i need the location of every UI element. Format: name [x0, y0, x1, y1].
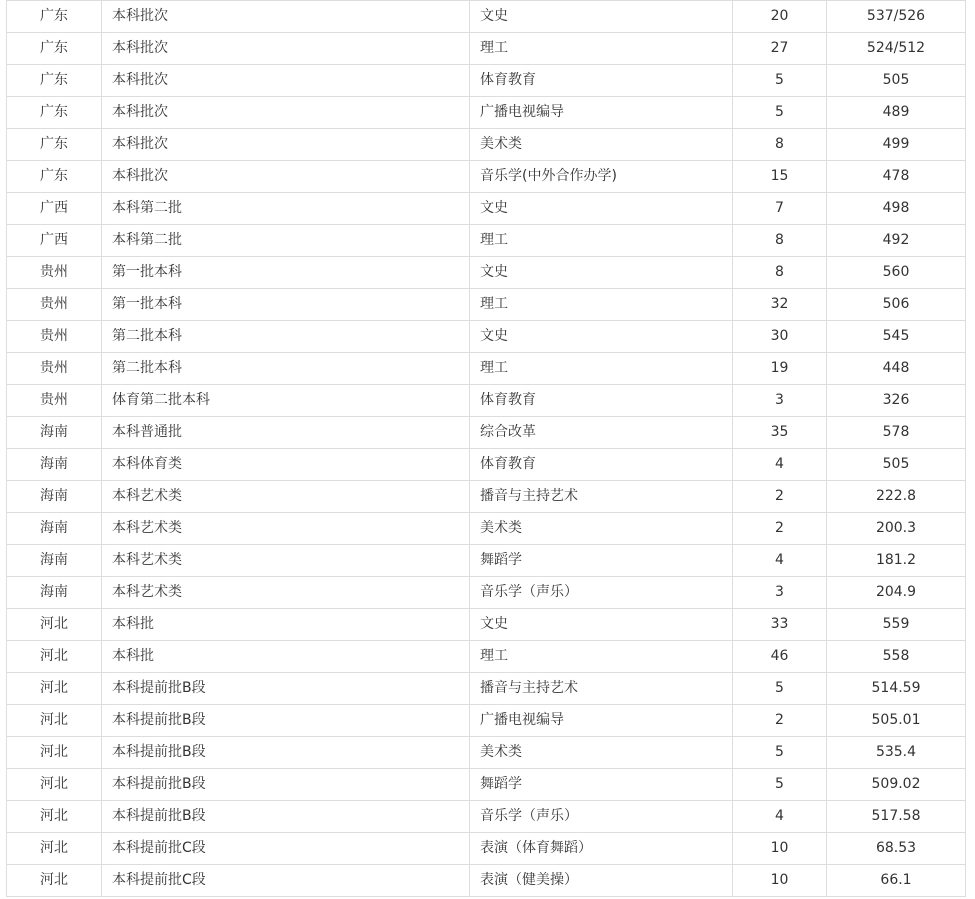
province-cell: 河北 — [7, 769, 102, 801]
major-cell: 音乐学(中外合作办学) — [470, 161, 733, 193]
province-cell: 贵州 — [7, 385, 102, 417]
major-cell: 美术类 — [470, 737, 733, 769]
score-cell: 478 — [827, 161, 966, 193]
province-cell: 海南 — [7, 577, 102, 609]
province-cell: 河北 — [7, 609, 102, 641]
province-cell: 河北 — [7, 673, 102, 705]
score-cell: 505.01 — [827, 705, 966, 737]
score-cell: 545 — [827, 321, 966, 353]
enrollment-count-cell: 5 — [733, 65, 827, 97]
batch-cell: 本科批 — [102, 609, 470, 641]
enrollment-count-cell: 5 — [733, 769, 827, 801]
enrollment-count-cell: 4 — [733, 449, 827, 481]
score-cell: 509.02 — [827, 769, 966, 801]
province-cell: 贵州 — [7, 353, 102, 385]
enrollment-count-cell: 3 — [733, 577, 827, 609]
table-row — [7, 417, 966, 449]
enrollment-count-cell: 20 — [733, 1, 827, 33]
enrollment-count-cell: 8 — [733, 257, 827, 289]
batch-cell: 本科艺术类 — [102, 577, 470, 609]
batch-cell: 本科批次 — [102, 129, 470, 161]
batch-cell: 体育第二批本科 — [102, 385, 470, 417]
province-cell: 贵州 — [7, 321, 102, 353]
major-cell: 理工 — [470, 289, 733, 321]
score-cell: 558 — [827, 641, 966, 673]
batch-cell: 本科艺术类 — [102, 545, 470, 577]
table-row — [7, 449, 966, 481]
table-row — [7, 161, 966, 193]
major-cell: 表演（健美操） — [470, 865, 733, 897]
table-row — [7, 385, 966, 417]
batch-cell: 本科普通批 — [102, 417, 470, 449]
enrollment-count-cell: 2 — [733, 513, 827, 545]
enrollment-count-cell: 4 — [733, 545, 827, 577]
score-cell: 222.8 — [827, 481, 966, 513]
province-cell: 河北 — [7, 833, 102, 865]
batch-cell: 本科批次 — [102, 97, 470, 129]
province-cell: 海南 — [7, 449, 102, 481]
score-cell: 68.53 — [827, 833, 966, 865]
enrollment-count-cell: 5 — [733, 97, 827, 129]
province-cell: 贵州 — [7, 257, 102, 289]
enrollment-count-cell: 35 — [733, 417, 827, 449]
major-cell: 文史 — [470, 609, 733, 641]
major-cell: 美术类 — [470, 513, 733, 545]
enrollment-count-cell: 5 — [733, 673, 827, 705]
enrollment-count-cell: 5 — [733, 737, 827, 769]
score-cell: 537/526 — [827, 1, 966, 33]
table-row — [7, 257, 966, 289]
batch-cell: 本科第二批 — [102, 225, 470, 257]
province-cell: 海南 — [7, 481, 102, 513]
province-cell: 广东 — [7, 161, 102, 193]
score-cell: 448 — [827, 353, 966, 385]
table-body — [7, 1, 966, 897]
table-row — [7, 65, 966, 97]
batch-cell: 本科艺术类 — [102, 513, 470, 545]
major-cell: 广播电视编导 — [470, 705, 733, 737]
table-row — [7, 833, 966, 865]
batch-cell: 本科提前批B段 — [102, 801, 470, 833]
enrollment-count-cell: 27 — [733, 33, 827, 65]
major-cell: 美术类 — [470, 129, 733, 161]
major-cell: 理工 — [470, 353, 733, 385]
batch-cell: 本科提前批B段 — [102, 673, 470, 705]
batch-cell: 本科提前批B段 — [102, 769, 470, 801]
batch-cell: 本科批次 — [102, 33, 470, 65]
major-cell: 体育教育 — [470, 65, 733, 97]
table-row — [7, 321, 966, 353]
province-cell: 广西 — [7, 193, 102, 225]
province-cell: 河北 — [7, 801, 102, 833]
score-cell: 492 — [827, 225, 966, 257]
score-cell: 326 — [827, 385, 966, 417]
table-row — [7, 353, 966, 385]
major-cell: 播音与主持艺术 — [470, 673, 733, 705]
table-row — [7, 225, 966, 257]
province-cell: 海南 — [7, 545, 102, 577]
major-cell: 文史 — [470, 1, 733, 33]
province-cell: 海南 — [7, 417, 102, 449]
enrollment-count-cell: 3 — [733, 385, 827, 417]
batch-cell: 本科第二批 — [102, 193, 470, 225]
province-cell: 广东 — [7, 65, 102, 97]
score-cell: 66.1 — [827, 865, 966, 897]
enrollment-count-cell: 46 — [733, 641, 827, 673]
score-cell: 524/512 — [827, 33, 966, 65]
major-cell: 体育教育 — [470, 385, 733, 417]
batch-cell: 本科艺术类 — [102, 481, 470, 513]
enrollment-count-cell: 33 — [733, 609, 827, 641]
score-cell: 506 — [827, 289, 966, 321]
major-cell: 体育教育 — [470, 449, 733, 481]
enrollment-count-cell: 8 — [733, 225, 827, 257]
table-row — [7, 513, 966, 545]
enrollment-count-cell: 8 — [733, 129, 827, 161]
score-cell: 505 — [827, 65, 966, 97]
table-row — [7, 289, 966, 321]
table-row — [7, 801, 966, 833]
enrollment-count-cell: 15 — [733, 161, 827, 193]
table-row — [7, 1, 966, 33]
major-cell: 理工 — [470, 225, 733, 257]
table-row — [7, 705, 966, 737]
score-cell: 578 — [827, 417, 966, 449]
major-cell: 广播电视编导 — [470, 97, 733, 129]
batch-cell: 本科提前批B段 — [102, 737, 470, 769]
score-cell: 505 — [827, 449, 966, 481]
province-cell: 河北 — [7, 705, 102, 737]
batch-cell: 第一批本科 — [102, 257, 470, 289]
table-row — [7, 641, 966, 673]
province-cell: 海南 — [7, 513, 102, 545]
table-row — [7, 97, 966, 129]
province-cell: 广西 — [7, 225, 102, 257]
enrollment-count-cell: 32 — [733, 289, 827, 321]
batch-cell: 本科批次 — [102, 161, 470, 193]
province-cell: 广东 — [7, 33, 102, 65]
table-row — [7, 129, 966, 161]
batch-cell: 本科批次 — [102, 65, 470, 97]
score-cell: 559 — [827, 609, 966, 641]
batch-cell: 本科提前批C段 — [102, 833, 470, 865]
batch-cell: 第二批本科 — [102, 353, 470, 385]
major-cell: 文史 — [470, 257, 733, 289]
province-cell: 贵州 — [7, 289, 102, 321]
province-cell: 河北 — [7, 737, 102, 769]
table-row — [7, 609, 966, 641]
province-cell: 广东 — [7, 97, 102, 129]
table-row — [7, 33, 966, 65]
score-cell: 499 — [827, 129, 966, 161]
score-cell: 204.9 — [827, 577, 966, 609]
major-cell: 理工 — [470, 33, 733, 65]
major-cell: 理工 — [470, 641, 733, 673]
batch-cell: 本科体育类 — [102, 449, 470, 481]
table-row — [7, 673, 966, 705]
enrollment-count-cell: 19 — [733, 353, 827, 385]
score-cell: 498 — [827, 193, 966, 225]
major-cell: 文史 — [470, 321, 733, 353]
table-row — [7, 545, 966, 577]
province-cell: 广东 — [7, 1, 102, 33]
major-cell: 音乐学（声乐） — [470, 801, 733, 833]
enrollment-count-cell: 2 — [733, 481, 827, 513]
table-row — [7, 577, 966, 609]
table-row — [7, 481, 966, 513]
major-cell: 综合改革 — [470, 417, 733, 449]
batch-cell: 本科批次 — [102, 1, 470, 33]
score-cell: 560 — [827, 257, 966, 289]
batch-cell: 本科提前批B段 — [102, 705, 470, 737]
major-cell: 表演（体育舞蹈） — [470, 833, 733, 865]
enrollment-count-cell: 10 — [733, 865, 827, 897]
table-row — [7, 865, 966, 897]
enrollment-count-cell: 4 — [733, 801, 827, 833]
score-cell: 181.2 — [827, 545, 966, 577]
major-cell: 音乐学（声乐） — [470, 577, 733, 609]
major-cell: 舞蹈学 — [470, 769, 733, 801]
table-row — [7, 193, 966, 225]
batch-cell: 第二批本科 — [102, 321, 470, 353]
batch-cell: 本科提前批C段 — [102, 865, 470, 897]
score-cell: 489 — [827, 97, 966, 129]
major-cell: 舞蹈学 — [470, 545, 733, 577]
enrollment-count-cell: 10 — [733, 833, 827, 865]
batch-cell: 本科批 — [102, 641, 470, 673]
batch-cell: 第一批本科 — [102, 289, 470, 321]
table-row — [7, 769, 966, 801]
enrollment-count-cell: 30 — [733, 321, 827, 353]
admission-scores-table — [6, 0, 966, 897]
major-cell: 播音与主持艺术 — [470, 481, 733, 513]
score-cell: 517.58 — [827, 801, 966, 833]
enrollment-count-cell: 7 — [733, 193, 827, 225]
province-cell: 河北 — [7, 641, 102, 673]
province-cell: 河北 — [7, 865, 102, 897]
score-cell: 514.59 — [827, 673, 966, 705]
enrollment-count-cell: 2 — [733, 705, 827, 737]
major-cell: 文史 — [470, 193, 733, 225]
score-cell: 200.3 — [827, 513, 966, 545]
table-row — [7, 737, 966, 769]
score-cell: 535.4 — [827, 737, 966, 769]
province-cell: 广东 — [7, 129, 102, 161]
